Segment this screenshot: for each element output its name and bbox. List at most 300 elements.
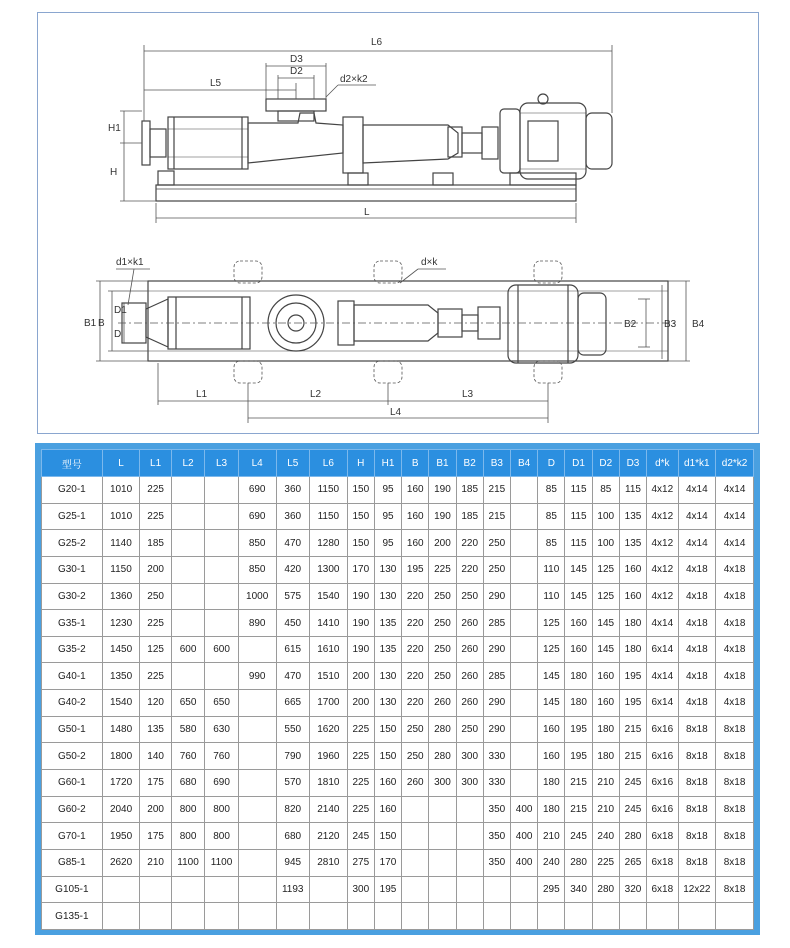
value-cell: 190 — [429, 503, 456, 530]
value-cell: 130 — [374, 583, 401, 610]
value-cell: 1450 — [102, 636, 140, 663]
dim-D2: D2 — [290, 66, 303, 77]
value-cell: 160 — [374, 796, 401, 823]
column-header: H — [347, 450, 374, 477]
model-cell: G70-1 — [42, 823, 103, 850]
value-cell: 265 — [619, 849, 646, 876]
value-cell: 6x16 — [647, 743, 678, 770]
value-cell: 1100 — [205, 849, 239, 876]
technical-drawing — [37, 12, 759, 434]
value-cell: 290 — [483, 636, 510, 663]
value-cell: 800 — [205, 823, 239, 850]
side-stator — [168, 117, 248, 169]
value-cell: 215 — [483, 477, 510, 504]
value-cell: 160 — [374, 770, 401, 797]
value-cell: 160 — [592, 663, 619, 690]
value-cell: 300 — [429, 770, 456, 797]
value-cell — [456, 876, 483, 903]
column-header: D2 — [592, 450, 619, 477]
dim-D: D — [114, 329, 122, 340]
value-cell: 140 — [140, 743, 171, 770]
model-cell: G35-2 — [42, 636, 103, 663]
value-cell: 180 — [538, 770, 565, 797]
value-cell: 160 — [565, 636, 592, 663]
value-cell — [511, 636, 538, 663]
value-cell: 125 — [592, 583, 619, 610]
value-cell: 1150 — [310, 503, 348, 530]
column-header: D — [538, 450, 565, 477]
value-cell: 225 — [347, 796, 374, 823]
value-cell — [456, 903, 483, 930]
value-cell — [171, 663, 205, 690]
column-header: B3 — [483, 450, 510, 477]
value-cell: 4x12 — [647, 556, 678, 583]
value-cell: 210 — [592, 770, 619, 797]
table-row — [42, 663, 754, 690]
value-cell: 245 — [347, 823, 374, 850]
value-cell — [205, 583, 239, 610]
value-cell — [483, 903, 510, 930]
value-cell: 8x18 — [678, 796, 716, 823]
value-cell — [511, 876, 538, 903]
value-cell — [511, 770, 538, 797]
table-row — [42, 716, 754, 743]
value-cell: 245 — [619, 796, 646, 823]
value-cell: 130 — [374, 690, 401, 717]
value-cell: 125 — [140, 636, 171, 663]
dim-L2: L2 — [310, 389, 322, 400]
value-cell: 220 — [456, 530, 483, 557]
value-cell: 1950 — [102, 823, 140, 850]
value-cell — [511, 663, 538, 690]
value-cell: 1540 — [102, 690, 140, 717]
value-cell: 180 — [619, 636, 646, 663]
value-cell: 420 — [276, 556, 310, 583]
value-cell: 4x14 — [678, 530, 716, 557]
column-header: D3 — [619, 450, 646, 477]
value-cell — [205, 503, 239, 530]
value-cell — [429, 796, 456, 823]
value-cell: 690 — [238, 503, 276, 530]
value-cell: 200 — [347, 663, 374, 690]
value-cell: 225 — [140, 503, 171, 530]
column-header: d2*k2 — [716, 450, 754, 477]
value-cell: 110 — [538, 556, 565, 583]
table-row — [42, 796, 754, 823]
value-cell: 1720 — [102, 770, 140, 797]
side-outlet-flange — [266, 99, 326, 111]
value-cell: 4x14 — [716, 477, 754, 504]
value-cell: 195 — [619, 663, 646, 690]
value-cell: 170 — [374, 849, 401, 876]
model-cell: G40-1 — [42, 663, 103, 690]
value-cell: 85 — [538, 530, 565, 557]
value-cell: 2140 — [310, 796, 348, 823]
value-cell: 8x18 — [716, 876, 754, 903]
value-cell: 790 — [276, 743, 310, 770]
value-cell: 890 — [238, 610, 276, 637]
value-cell: 150 — [374, 743, 401, 770]
table-row — [42, 610, 754, 637]
value-cell: 290 — [483, 716, 510, 743]
value-cell: 250 — [402, 716, 429, 743]
value-cell: 1193 — [276, 876, 310, 903]
value-cell: 135 — [140, 716, 171, 743]
value-cell — [205, 477, 239, 504]
value-cell: 200 — [140, 556, 171, 583]
side-inlet-flange — [142, 121, 150, 165]
value-cell: 250 — [402, 743, 429, 770]
value-cell: 85 — [538, 503, 565, 530]
dim-D1: D1 — [114, 305, 127, 316]
value-cell: 1800 — [102, 743, 140, 770]
value-cell: 450 — [276, 610, 310, 637]
value-cell — [402, 876, 429, 903]
value-cell: 175 — [140, 823, 171, 850]
value-cell: 280 — [429, 743, 456, 770]
value-cell: 210 — [140, 849, 171, 876]
value-cell: 195 — [565, 716, 592, 743]
spec-table-panel — [35, 443, 760, 935]
value-cell: 125 — [538, 636, 565, 663]
value-cell: 850 — [238, 530, 276, 557]
value-cell — [205, 876, 239, 903]
value-cell: 4x12 — [647, 477, 678, 504]
value-cell: 295 — [538, 876, 565, 903]
value-cell: 8x18 — [716, 823, 754, 850]
value-cell: 220 — [402, 690, 429, 717]
value-cell: 8x18 — [678, 770, 716, 797]
value-cell — [238, 743, 276, 770]
table-row — [42, 530, 754, 557]
value-cell: 8x18 — [716, 796, 754, 823]
dim-B1: B1 — [84, 318, 97, 329]
value-cell: 4x18 — [716, 556, 754, 583]
value-cell: 150 — [347, 477, 374, 504]
dim-L3: L3 — [462, 389, 474, 400]
column-header: d1*k1 — [678, 450, 716, 477]
value-cell: 665 — [276, 690, 310, 717]
value-cell: 115 — [565, 530, 592, 557]
value-cell: 600 — [171, 636, 205, 663]
value-cell: 215 — [565, 770, 592, 797]
table-row — [42, 743, 754, 770]
value-cell: 575 — [276, 583, 310, 610]
dim-d1k1: d1×k1 — [116, 257, 144, 268]
value-cell: 195 — [374, 876, 401, 903]
value-cell: 180 — [565, 690, 592, 717]
value-cell: 2620 — [102, 849, 140, 876]
column-header: D1 — [565, 450, 592, 477]
value-cell: 135 — [619, 530, 646, 557]
value-cell: 690 — [238, 477, 276, 504]
value-cell: 6x16 — [647, 796, 678, 823]
value-cell: 160 — [592, 690, 619, 717]
value-cell: 4x14 — [716, 530, 754, 557]
value-cell: 285 — [483, 663, 510, 690]
value-cell: 8x18 — [716, 743, 754, 770]
pump-drawing-svg — [38, 13, 760, 435]
value-cell — [171, 556, 205, 583]
column-header: L — [102, 450, 140, 477]
value-cell — [511, 716, 538, 743]
value-cell: 4x14 — [647, 663, 678, 690]
value-cell: 220 — [402, 583, 429, 610]
value-cell: 180 — [565, 663, 592, 690]
value-cell — [238, 903, 276, 930]
value-cell: 1350 — [102, 663, 140, 690]
value-cell — [402, 849, 429, 876]
value-cell: 100 — [592, 530, 619, 557]
value-cell: 690 — [205, 770, 239, 797]
dim-L1: L1 — [196, 389, 208, 400]
column-header: B — [402, 450, 429, 477]
value-cell — [140, 876, 171, 903]
value-cell: 250 — [429, 636, 456, 663]
value-cell — [647, 903, 678, 930]
value-cell — [374, 903, 401, 930]
table-row — [42, 503, 754, 530]
value-cell — [238, 823, 276, 850]
value-cell: 8x18 — [678, 716, 716, 743]
table-row — [42, 770, 754, 797]
value-cell: 220 — [456, 556, 483, 583]
value-cell: 135 — [374, 610, 401, 637]
value-cell: 8x18 — [678, 849, 716, 876]
value-cell: 1510 — [310, 663, 348, 690]
value-cell: 145 — [538, 690, 565, 717]
table-row — [42, 876, 754, 903]
value-cell: 260 — [456, 610, 483, 637]
dim-B3: B3 — [664, 319, 677, 330]
value-cell — [347, 903, 374, 930]
value-cell: 350 — [483, 849, 510, 876]
model-cell: G50-2 — [42, 743, 103, 770]
value-cell: 4x18 — [678, 663, 716, 690]
value-cell: 215 — [565, 796, 592, 823]
value-cell: 190 — [347, 636, 374, 663]
value-cell: 145 — [592, 636, 619, 663]
value-cell: 185 — [456, 503, 483, 530]
value-cell: 245 — [619, 770, 646, 797]
value-cell: 4x12 — [647, 503, 678, 530]
value-cell: 320 — [619, 876, 646, 903]
value-cell: 145 — [565, 583, 592, 610]
value-cell — [402, 796, 429, 823]
value-cell: 8x18 — [716, 770, 754, 797]
value-cell: 4x18 — [716, 583, 754, 610]
dim-H: H — [110, 167, 118, 178]
model-cell: G105-1 — [42, 876, 103, 903]
value-cell: 1300 — [310, 556, 348, 583]
value-cell: 160 — [619, 556, 646, 583]
table-row — [42, 903, 754, 930]
value-cell: 240 — [592, 823, 619, 850]
value-cell: 4x18 — [716, 636, 754, 663]
value-cell: 160 — [538, 743, 565, 770]
value-cell: 250 — [456, 583, 483, 610]
value-cell: 115 — [565, 503, 592, 530]
value-cell: 470 — [276, 663, 310, 690]
value-cell: 330 — [483, 770, 510, 797]
value-cell — [511, 743, 538, 770]
column-header: L3 — [205, 450, 239, 477]
model-cell: G25-1 — [42, 503, 103, 530]
value-cell: 250 — [140, 583, 171, 610]
value-cell — [511, 690, 538, 717]
value-cell: 160 — [565, 610, 592, 637]
value-cell: 945 — [276, 849, 310, 876]
dim-L: L — [364, 207, 370, 218]
value-cell: 1000 — [238, 583, 276, 610]
value-cell: 4x18 — [678, 636, 716, 663]
model-cell: G50-1 — [42, 716, 103, 743]
value-cell: 360 — [276, 503, 310, 530]
value-cell: 800 — [205, 796, 239, 823]
value-cell: 125 — [592, 556, 619, 583]
value-cell — [678, 903, 716, 930]
value-cell — [456, 823, 483, 850]
value-cell — [456, 849, 483, 876]
value-cell: 250 — [429, 583, 456, 610]
value-cell: 4x18 — [716, 610, 754, 637]
value-cell: 4x14 — [678, 477, 716, 504]
table-body — [42, 477, 754, 930]
value-cell: 115 — [619, 477, 646, 504]
value-cell: 280 — [592, 876, 619, 903]
value-cell: 8x18 — [716, 849, 754, 876]
table-row — [42, 477, 754, 504]
value-cell: 290 — [483, 690, 510, 717]
value-cell: 220 — [402, 610, 429, 637]
value-cell: 150 — [374, 823, 401, 850]
value-cell: 580 — [171, 716, 205, 743]
value-cell: 6x18 — [647, 823, 678, 850]
value-cell — [102, 903, 140, 930]
value-cell: 4x18 — [678, 690, 716, 717]
dim-B4: B4 — [692, 319, 705, 330]
value-cell: 680 — [276, 823, 310, 850]
value-cell: 1230 — [102, 610, 140, 637]
value-cell — [565, 903, 592, 930]
dim-d2k2: d2×k2 — [340, 74, 368, 85]
value-cell — [171, 477, 205, 504]
side-base-plate — [156, 185, 576, 201]
value-cell: 215 — [619, 743, 646, 770]
value-cell: 280 — [619, 823, 646, 850]
value-cell — [238, 876, 276, 903]
value-cell: 350 — [483, 823, 510, 850]
value-cell: 225 — [140, 477, 171, 504]
value-cell: 6x14 — [647, 636, 678, 663]
dim-L4: L4 — [390, 407, 402, 418]
value-cell: 160 — [538, 716, 565, 743]
value-cell: 225 — [140, 610, 171, 637]
value-cell: 4x14 — [678, 503, 716, 530]
value-cell: 125 — [538, 610, 565, 637]
value-cell: 8x18 — [716, 716, 754, 743]
value-cell: 195 — [619, 690, 646, 717]
value-cell: 200 — [429, 530, 456, 557]
value-cell — [205, 610, 239, 637]
column-header: 型号 — [42, 450, 103, 477]
value-cell — [402, 903, 429, 930]
side-coupling — [482, 127, 498, 159]
value-cell: 145 — [592, 610, 619, 637]
value-cell — [511, 503, 538, 530]
value-cell: 1540 — [310, 583, 348, 610]
value-cell: 95 — [374, 530, 401, 557]
value-cell: 800 — [171, 796, 205, 823]
value-cell: 760 — [171, 743, 205, 770]
value-cell: 1620 — [310, 716, 348, 743]
value-cell — [171, 583, 205, 610]
side-motor — [520, 103, 586, 179]
value-cell: 290 — [483, 583, 510, 610]
value-cell — [205, 556, 239, 583]
value-cell: 260 — [402, 770, 429, 797]
value-cell: 95 — [374, 503, 401, 530]
value-cell — [402, 823, 429, 850]
value-cell — [429, 849, 456, 876]
value-cell: 160 — [619, 583, 646, 610]
value-cell: 220 — [402, 636, 429, 663]
value-cell: 210 — [538, 823, 565, 850]
value-cell: 800 — [171, 823, 205, 850]
table-row — [42, 849, 754, 876]
value-cell: 200 — [347, 690, 374, 717]
value-cell: 195 — [565, 743, 592, 770]
column-header: L5 — [276, 450, 310, 477]
value-cell — [205, 903, 239, 930]
value-cell: 4x12 — [647, 583, 678, 610]
value-cell: 225 — [429, 556, 456, 583]
value-cell: 175 — [140, 770, 171, 797]
value-cell: 1150 — [310, 477, 348, 504]
value-cell — [511, 530, 538, 557]
value-cell: 150 — [374, 716, 401, 743]
value-cell — [238, 716, 276, 743]
value-cell: 760 — [205, 743, 239, 770]
value-cell: 650 — [205, 690, 239, 717]
column-header: B2 — [456, 450, 483, 477]
value-cell — [619, 903, 646, 930]
value-cell — [238, 770, 276, 797]
value-cell: 615 — [276, 636, 310, 663]
value-cell: 160 — [402, 477, 429, 504]
value-cell — [238, 690, 276, 717]
value-cell — [140, 903, 171, 930]
value-cell: 1480 — [102, 716, 140, 743]
value-cell — [716, 903, 754, 930]
value-cell: 215 — [483, 503, 510, 530]
table-header-row — [42, 450, 754, 477]
value-cell: 225 — [347, 770, 374, 797]
table-row — [42, 636, 754, 663]
value-cell: 600 — [205, 636, 239, 663]
value-cell — [592, 903, 619, 930]
table-row — [42, 823, 754, 850]
value-cell: 280 — [565, 849, 592, 876]
value-cell — [429, 903, 456, 930]
value-cell: 185 — [140, 530, 171, 557]
value-cell: 4x18 — [678, 610, 716, 637]
value-cell: 1360 — [102, 583, 140, 610]
value-cell: 1610 — [310, 636, 348, 663]
value-cell: 400 — [511, 796, 538, 823]
value-cell: 2120 — [310, 823, 348, 850]
value-cell: 100 — [592, 503, 619, 530]
